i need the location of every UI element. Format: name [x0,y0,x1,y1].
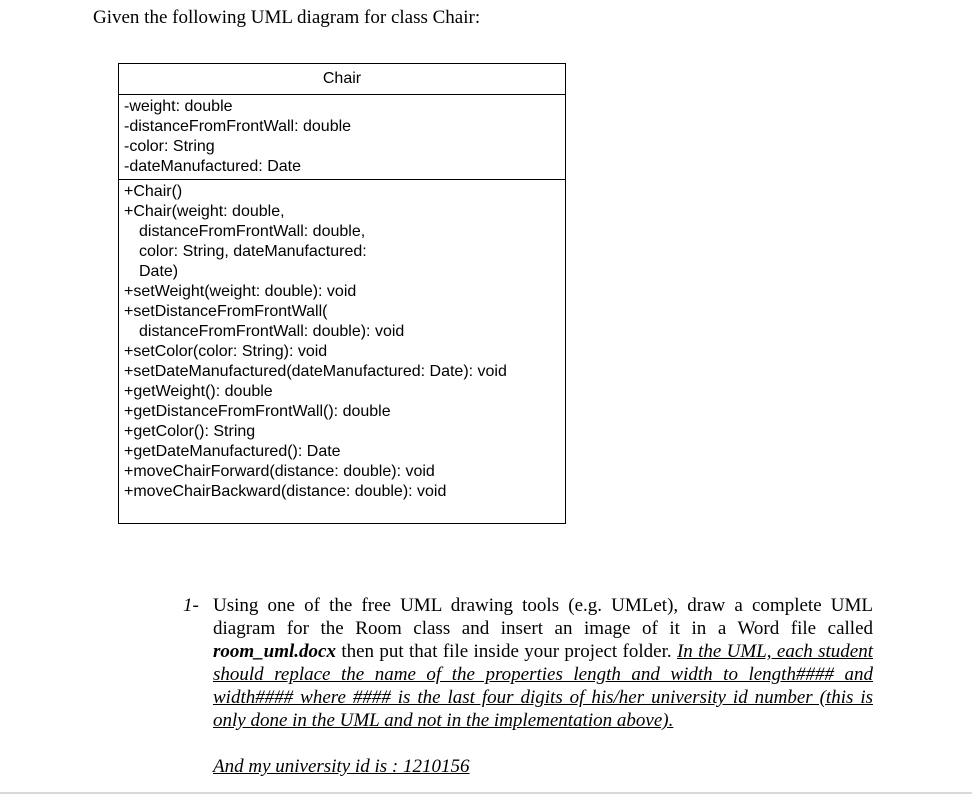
uml-method: +setDistanceFromFrontWall( [124,303,328,320]
uml-method: +setColor(color: String): void [124,343,328,360]
uml-method-continuation: Date) [139,263,179,280]
uml-method: +getWeight(): double [124,383,273,400]
uml-method-continuation: distanceFromFrontWall: double, [139,223,366,240]
spacer [183,732,873,755]
uml-method: +Chair() [124,183,183,200]
uml-class-name: Chair [119,64,565,95]
uml-method: +setWeight(weight: double): void [124,283,357,300]
uml-method: +moveChairForward(distance: double): void [124,463,435,480]
uml-methods-section [119,180,565,502]
task-filename: room_uml.docx [213,641,336,662]
page-bottom-divider [0,792,972,794]
uml-attribute: -weight: double [124,98,233,115]
uml-attribute: -distanceFromFrontWall: double [124,118,352,135]
uml-method: +getDistanceFromFrontWall(): double [124,403,391,420]
task-number: 1- [183,595,199,616]
uml-method-continuation: distanceFromFrontWall: double): void [139,323,405,340]
uml-method: +getDateManufactured(): Date [124,443,341,460]
uml-method: +getColor(): String [124,423,256,440]
uml-method-continuation: color: String, dateManufactured: [139,243,367,260]
university-id-line: And my university id is : 1210156 [213,756,470,777]
uml-class-diagram [118,63,566,524]
uml-attribute: -color: String [124,138,215,155]
task-text-cont: then put that file inside your project folder. [335,641,677,662]
intro-text: Given the following UML diagram for class Chair: [93,7,481,28]
uml-method: +setDateManufactured(dateManufactured: Date): void [124,363,507,380]
uml-method: +moveChairBackward(distance: double): void [124,483,447,500]
task-text: Using one of the free UML drawing tools (e.g. UMLet), draw a complete UML diagram for the Room class and insert an image of it in a Word file called [213,595,873,639]
uml-method: +Chair(weight: double, [124,203,285,220]
uml-attribute: -dateManufactured: Date [124,158,301,175]
task-note: In the UML, each student should replace the name of the properties length and width to length#### and width#### where #### is the last four digits of his/her university id number (this is only done in the UML and not in the implementation above). [213,641,873,731]
uml-attributes-section [119,95,565,180]
task-item [183,594,873,778]
task-body [213,594,873,732]
